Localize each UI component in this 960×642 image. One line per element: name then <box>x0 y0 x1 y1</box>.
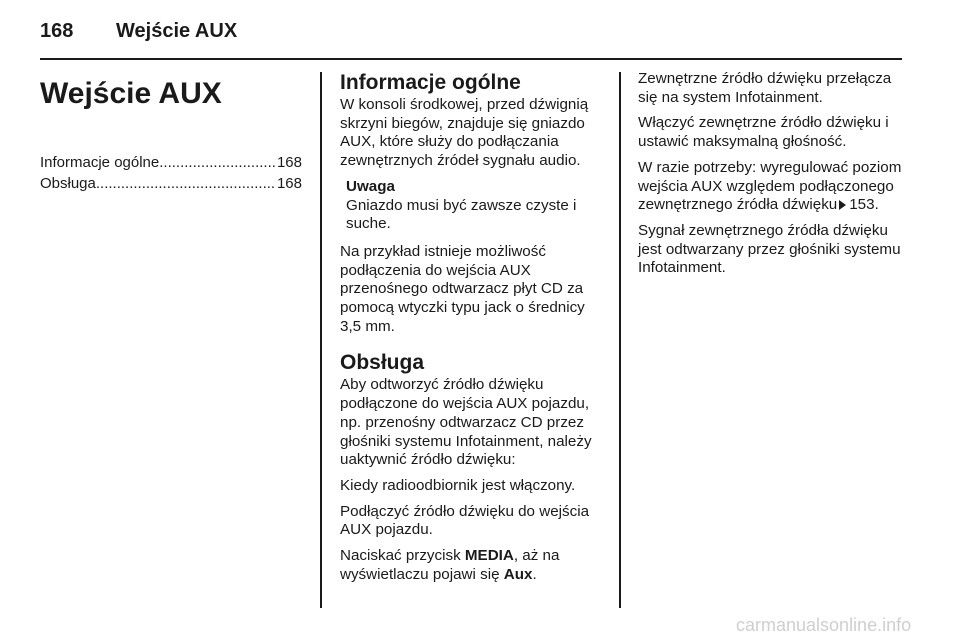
paragraph <box>638 159 906 215</box>
running-title: Wejście AUX <box>116 20 238 42</box>
paragraph: Włączyć zewnętrzne źródło dźwięku i ustawić maksymalną głośność. <box>638 114 889 151</box>
page-number: 168 <box>40 20 74 42</box>
column-divider <box>320 72 322 608</box>
text-run: . <box>532 565 537 583</box>
section-heading: Obsługa <box>340 351 425 375</box>
display-text: Aux <box>503 565 533 583</box>
chapter-column <box>40 70 302 194</box>
toc-entry[interactable] <box>40 173 302 194</box>
text-run: . <box>874 196 879 214</box>
paragraph <box>340 547 605 584</box>
watermark: carmanualsonline.info <box>736 615 912 635</box>
content-column <box>638 70 906 285</box>
paragraph: Kiedy radioodbiornik jest włączony. <box>340 476 576 494</box>
button-name: MEDIA <box>464 547 514 565</box>
column-divider <box>619 72 621 608</box>
toc-entry[interactable] <box>40 152 302 173</box>
paragraph: Sygnał zewnętrznego źródła dźwięku jest odtwarzany przez głośniki systemu Infotainment. <box>638 221 901 277</box>
paragraph: Zewnętrzne źródło dźwięku przełącza się na system Infotainment. <box>638 70 892 106</box>
toc-leader-dots <box>96 173 275 194</box>
toc-entry-label: Informacje ogólne <box>40 154 160 171</box>
note-label: Uwaga <box>346 177 395 195</box>
paragraph: W konsoli środkowej, przed dźwignią skrzyni biegów, znajduje się gniazdo AUX, które służy do podłączania zewnętrznych źródeł sygnału audio. <box>340 96 589 170</box>
chapter-title: Wejście AUX <box>40 77 222 110</box>
paragraph: Aby odtworzyć źródło dźwięku podłączone do wejścia AUX pojazdu, np. przenośny odtwarzacz CD przez głośniki systemu Infotainment, należy uaktywnić źródło dźwięku: <box>340 376 592 469</box>
toc-entry-label: Obsługa <box>40 175 96 192</box>
content-column <box>340 70 605 591</box>
table-of-contents <box>40 152 302 194</box>
toc-leader-dots <box>159 152 275 173</box>
section-heading: Informacje ogólne <box>340 71 521 94</box>
paragraph: Podłączyć źródło dźwięku do wejścia AUX pojazdu. <box>340 502 590 539</box>
header-rule <box>40 58 902 60</box>
toc-entry-page: 168 <box>276 154 302 171</box>
page-header <box>40 20 902 58</box>
text-run: W razie potrzeby: wyregulować poziom wejścia AUX względem podłączonego zewnętrznego źródła dźwięku <box>638 158 902 214</box>
text-run: , aż na wyświetlaczu pojawi się <box>340 547 560 583</box>
triangle-right-icon <box>839 200 846 210</box>
note-box <box>340 178 605 234</box>
page-reference[interactable]: 153 <box>849 196 875 214</box>
note-text: Gniazdo musi być zawsze czyste i suche. <box>346 196 577 233</box>
paragraph: Na przykład istnieje możliwość podłączenia do wejścia AUX przenośnego odtwarzacz płyt CD za pomocą wtyczki typu jack o średnicy 3,5 mm. <box>340 242 585 335</box>
text-run: Naciskać przycisk <box>340 547 465 565</box>
toc-entry-page: 168 <box>276 175 302 192</box>
